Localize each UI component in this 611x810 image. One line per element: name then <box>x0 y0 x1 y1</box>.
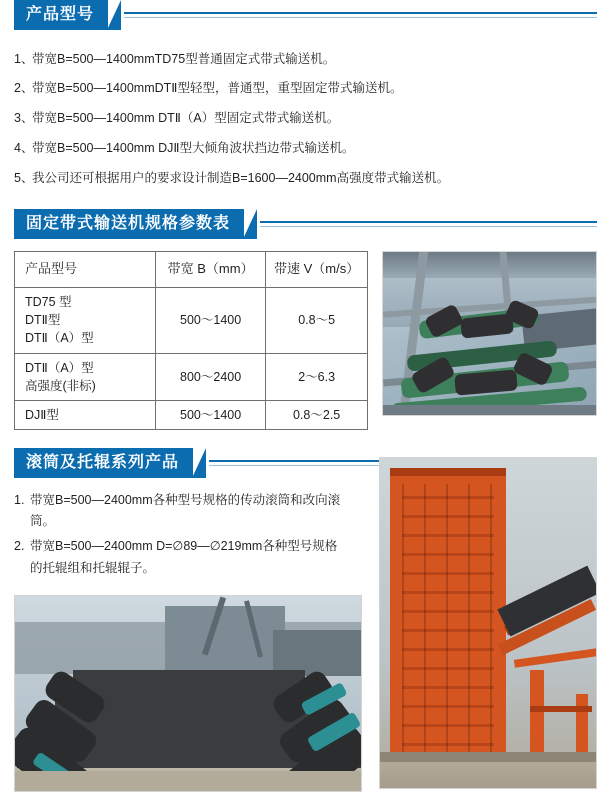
model-line: TD75 型 <box>25 295 72 310</box>
cell-model <box>15 288 156 353</box>
model-line: DTⅡ（A）型 <box>25 331 94 346</box>
column-header-speed: 带速 V（m/s） <box>265 252 368 288</box>
list-item <box>14 74 597 104</box>
banner-bar <box>14 0 108 30</box>
section-title: 产品型号 <box>26 6 95 23</box>
column-header-model: 产品型号 <box>15 252 156 288</box>
cell-width: 500～1400 <box>156 400 266 429</box>
model-line: DJⅡ型 <box>25 407 59 422</box>
table-row <box>15 353 368 400</box>
section-banner-spec-table <box>14 209 597 239</box>
model-line: DTⅡ（A）型 <box>25 360 94 375</box>
list-item-number: 5、 <box>14 171 34 185</box>
list-item <box>14 104 597 134</box>
table-row <box>15 400 368 429</box>
banner-bar <box>14 209 244 239</box>
list-item-text: 带宽B=500—1400mmTD75型普通固定式带式输送机。 <box>32 51 336 66</box>
list-item-text: 带宽B=500—2400mm D=∅89—∅219mm各种型号规格的托辊组和托辊辊子。 <box>30 539 338 575</box>
section-title: 固定带式输送机规格参数表 <box>26 215 231 233</box>
list-item-number: 4、 <box>14 141 34 156</box>
list-item-text: 带宽B=500—1400mmDTⅡ型轻型，普通型，重型固定带式输送机。 <box>32 81 403 96</box>
product-model-list <box>0 44 611 193</box>
cell-width: 500～1400 <box>156 288 266 353</box>
section-banner-product-models <box>14 0 597 30</box>
list-item <box>14 134 597 164</box>
cell-width: 800～2400 <box>156 353 266 400</box>
roller-product-list <box>0 490 360 579</box>
conveyor-idler-photo <box>382 251 597 416</box>
list-item <box>14 44 597 74</box>
spec-table <box>14 251 368 430</box>
inclined-conveyor-photo <box>379 457 597 789</box>
cell-speed: 2～6.3 <box>265 353 368 400</box>
list-item-text: 带宽B=500—2400mm各种型号规格的传动滚筒和改向滚筒。 <box>30 492 341 529</box>
cell-speed: 0.8～5 <box>265 288 368 353</box>
bottom-photo-group <box>14 592 597 792</box>
model-line: DTⅡ型 <box>25 313 61 328</box>
list-item-text: 我公司还可根据用户的要求设计制造B=1600—2400mm高强度带式输送机。 <box>32 171 450 185</box>
list-item-number: 2. <box>14 539 25 554</box>
list-item-number: 1. <box>14 492 25 507</box>
roller-group-photo <box>14 595 362 792</box>
list-item <box>14 164 597 194</box>
list-item <box>14 490 346 533</box>
list-item-number: 3、 <box>14 111 34 126</box>
list-item-text: 带宽B=500—1400mm DTⅡ（A）型固定式带式输送机。 <box>32 111 340 126</box>
list-item <box>14 536 346 579</box>
spec-block <box>0 251 611 430</box>
cell-speed: 0.8～2.5 <box>265 400 368 429</box>
banner-tail-line <box>260 209 597 239</box>
section-title: 滚筒及托辊系列产品 <box>26 453 180 471</box>
table-row <box>15 288 368 353</box>
model-line: 高强度(非标) <box>25 378 96 393</box>
cell-model <box>15 353 156 400</box>
list-item-text: 带宽B=500—1400mm DJⅡ型大倾角波状挡边带式输送机。 <box>32 141 355 156</box>
banner-tail-line <box>124 0 597 30</box>
table-header-row <box>15 252 368 288</box>
cell-model <box>15 400 156 429</box>
list-item-number: 2、 <box>14 81 34 96</box>
banner-bar <box>14 448 193 478</box>
column-header-width: 带宽 B（mm） <box>156 252 266 288</box>
list-item-number: 1、 <box>14 51 34 66</box>
